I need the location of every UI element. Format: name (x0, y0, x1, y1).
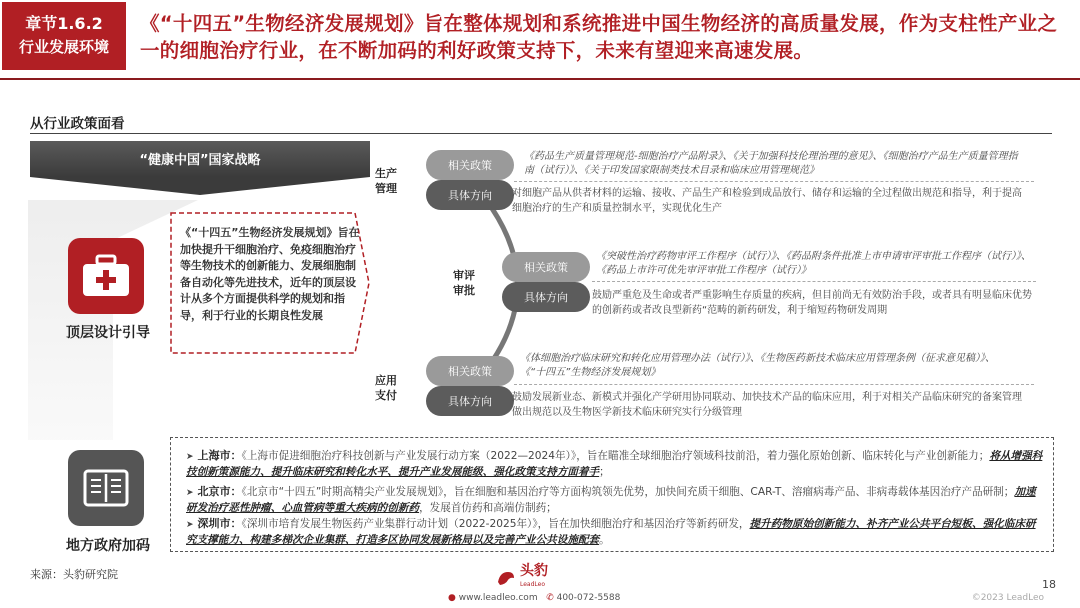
chapter-name: 行业发展环境 (18, 38, 109, 56)
local-government-label: 地方政府加码 (66, 538, 150, 554)
page-title: 《“十四五”生物经济发展规划》旨在整体规划和系统推进中国生物经济的高质量发展，作为支柱性产业之一的细胞治疗行业，在不断加码的利好政策支持下，未来有望迎来高速发展。 (140, 12, 1058, 62)
category-pill-review (502, 252, 590, 312)
category-label-production: 生产管理 (375, 167, 397, 195)
strategy-banner: “健康中国”国家战略 (30, 141, 370, 177)
first-aid-kit-icon (68, 238, 144, 314)
policy-tail: ，发展首仿药和高端仿制药； (419, 502, 557, 514)
book-icon (68, 450, 144, 526)
website-link[interactable]: www.leadleo.com (458, 593, 538, 603)
city-name: 深圳市： (197, 517, 242, 530)
globe-icon: ● (448, 593, 456, 603)
category-label-payment: 应用支付 (375, 374, 397, 402)
city-name: 北京市： (197, 485, 242, 498)
policy-highlight: 将从增强科技创新策源能力、提升临床研究和转化水平、提升产业发展能级、强化政策支持方面着手 (186, 450, 1043, 478)
footer-contact (448, 593, 620, 603)
top-design-label: 顶层设计引导 (66, 325, 150, 341)
policy-list-payment: 《体细胞治疗临床研究和转化应用管理办法（试行）》、《生物医药新技术临床应用管理条例（征求意见稿）》、《“十四五”生物经济发展规划》 (520, 353, 995, 378)
header-divider (0, 78, 1080, 80)
city-name: 上海市： (197, 449, 242, 462)
policy-highlight: 提升药物原始创新能力、补齐产业公共平台短板、强化临床研究支撑能力、构建多梯次企业集群、打造多区协同发展新格局以及完善产业公共设施配套 (186, 518, 1036, 546)
policy-tag: 相关政策 (524, 261, 568, 274)
divider (514, 384, 1034, 385)
direction-tag: 具体方向 (524, 291, 568, 304)
policy-highlight: 加速研发治疗恶性肿瘤、心血管病等重大疾病的创新药 (186, 486, 1036, 514)
strategy-banner-arrow (30, 177, 370, 195)
direction-tag: 具体方向 (448, 395, 492, 408)
chevron-right-icon: ➤ (186, 520, 194, 530)
policy-body: 《北京市“十四五”时期高精尖产业发展规划》，旨在细胞和基因治疗等方面构筑领先优势，加快间充质干细胞、CAR-T、溶瘤病毒产品、非病毒载体基因治疗产品研制； (241, 486, 1015, 498)
section-title: 从行业政策面看 (30, 116, 125, 132)
policy-tag: 相关政策 (448, 365, 492, 378)
category-pill-production (426, 150, 514, 210)
policy-tail: ； (599, 466, 610, 478)
plan-description: 《“十四五”生物经济发展规划》旨在加快提升干细胞治疗、免疫细胞治疗等生物技术的创新能力、发展细胞制备自动化等先进技术，近年的顶层设计从多个方面提供科学的规划和指导，利于行业的长期良性发展 (180, 226, 360, 322)
copyright: ©2023 LeadLeo (971, 593, 1044, 603)
local-policy-beijing (186, 484, 1046, 516)
direction-text-production: 对细胞产品从供者材料的运输、接收、产品生产和检验到成品放行、储存和运输的全过程做出规范和指导，利于提高细胞治疗的生产和质量控制水平，实现优化生产 (512, 188, 1022, 214)
source-note: 来源：头豹研究院 (30, 568, 118, 581)
policy-tag: 相关政策 (448, 159, 492, 172)
chapter-box (2, 2, 126, 70)
divider (592, 281, 1036, 282)
direction-text-payment: 鼓励发展新业态、新模式并强化产学研用协同联动、加快技术产品的临床应用，利于对相关产品临床研究的备案管理做出规范以及生物医学新技术临床研究实行分级管理 (512, 392, 1022, 418)
category-label-review: 审评审批 (453, 269, 475, 297)
policy-body: 《上海市促进细胞治疗科技创新与产业发展行动方案（2022—2024年）》，旨在瞄准全球细胞治疗领域科技前沿，着力强化原始创新、临床转化与产业创新能力； (241, 450, 990, 462)
page-number: 18 (1042, 578, 1056, 591)
chevron-right-icon: ➤ (186, 452, 194, 462)
direction-tag: 具体方向 (448, 189, 492, 202)
chapter-number: 章节1.6.2 (25, 14, 103, 33)
phone-icon: ✆ (546, 593, 554, 603)
policy-body: 《深圳市培育发展生物医药产业集群行动计划（2022-2025年）》，旨在加快细胞治疗和基因治疗等新药研发， (241, 518, 750, 530)
policy-tail: 。 (599, 534, 610, 546)
divider (514, 181, 1034, 182)
leadleo-logo (496, 563, 576, 590)
direction-text-review: 鼓励严重危及生命或者严重影响生存质量的疾病，但目前尚无有效防治手段，或者具有明显临床优势的创新药或者改良型新药“范畴的新药研发，利于缩短药物研发周期 (592, 290, 1032, 316)
logo-subtext: LeadLeo (520, 581, 546, 588)
logo-text: 头豹 (520, 563, 548, 579)
local-policy-shenzhen (186, 516, 1046, 548)
section-divider (30, 133, 1052, 134)
local-policy-shanghai (186, 448, 1046, 480)
phone-number: 400-072-5588 (556, 593, 621, 603)
policy-list-production: 《药品生产质量管理规范-细胞治疗产品附录》、《关于加强科技伦理治理的意见》、《细胞治疗产品生产质量管理指南（试行）》、《关于印发国家限制类技术目录和临床应用管理规范》 (524, 151, 1018, 176)
category-pill-payment (426, 356, 514, 416)
policy-list-review: 《突破性治疗药物审评工作程序（试行）》、《药品附条件批准上市申请审评审批工作程序（试行）》、《药品上市许可优先审评审批工作程序（试行）》 (596, 251, 1031, 276)
leopard-icon (496, 568, 516, 588)
chevron-right-icon: ➤ (186, 488, 194, 498)
